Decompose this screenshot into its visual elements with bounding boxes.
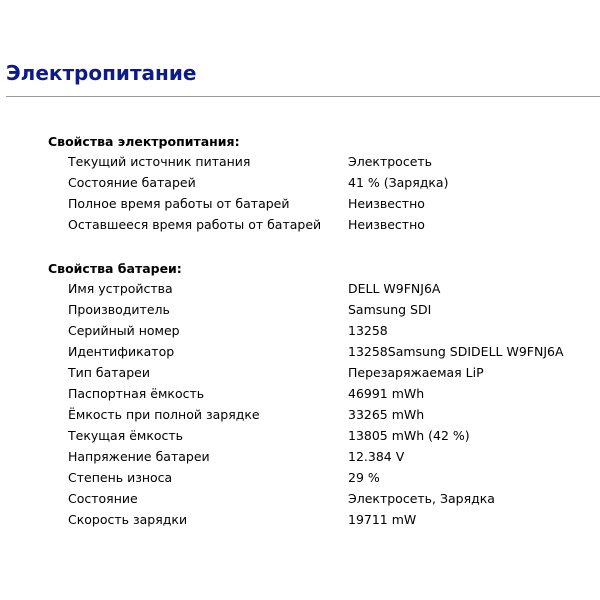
property-label: Ёмкость при полной зарядке bbox=[68, 407, 260, 422]
property-label: Серийный номер bbox=[68, 323, 180, 338]
property-value: 33265 mWh bbox=[348, 407, 425, 422]
property-value: Неизвестно bbox=[348, 217, 425, 232]
property-value: 12.384 V bbox=[348, 449, 405, 464]
property-label: Текущий источник питания bbox=[68, 154, 251, 169]
property-value: 29 % bbox=[348, 470, 380, 485]
property-value: Перезаряжаемая LiP bbox=[348, 365, 484, 380]
property-value: 19711 mW bbox=[348, 512, 417, 527]
power-properties-heading: Свойства электропитания: bbox=[48, 134, 240, 149]
property-label: Идентификатор bbox=[68, 344, 175, 359]
property-label: Тип батареи bbox=[68, 365, 150, 380]
property-label: Паспортная ёмкость bbox=[68, 386, 205, 401]
property-label: Напряжение батареи bbox=[68, 449, 210, 464]
property-label: Скорость зарядки bbox=[68, 512, 188, 527]
property-value: Samsung SDI bbox=[348, 302, 432, 317]
property-value: 13258Samsung SDIDELL W9FNJ6A bbox=[348, 344, 564, 359]
property-value: Неизвестно bbox=[348, 196, 425, 211]
property-label: Состояние bbox=[68, 491, 138, 506]
property-value: 46991 mWh bbox=[348, 386, 425, 401]
page-title: Электропитание bbox=[6, 61, 197, 85]
property-label: Состояние батарей bbox=[68, 175, 196, 190]
property-label: Текущая ёмкость bbox=[68, 428, 184, 443]
property-label: Производитель bbox=[68, 302, 170, 317]
property-value: 41 % (Зарядка) bbox=[348, 175, 449, 190]
property-label: Оставшееся время работы от батарей bbox=[68, 217, 322, 232]
property-value: DELL W9FNJ6A bbox=[348, 281, 441, 296]
title-divider bbox=[6, 96, 600, 97]
property-value: Электросеть bbox=[348, 154, 433, 169]
property-label: Полное время работы от батарей bbox=[68, 196, 290, 211]
property-value: 13805 mWh (42 %) bbox=[348, 428, 470, 443]
property-value: 13258 bbox=[348, 323, 388, 338]
battery-properties-heading: Свойства батареи: bbox=[48, 261, 182, 276]
property-label: Имя устройства bbox=[68, 281, 173, 296]
property-value: Электросеть, Зарядка bbox=[348, 491, 495, 506]
property-label: Степень износа bbox=[68, 470, 173, 485]
